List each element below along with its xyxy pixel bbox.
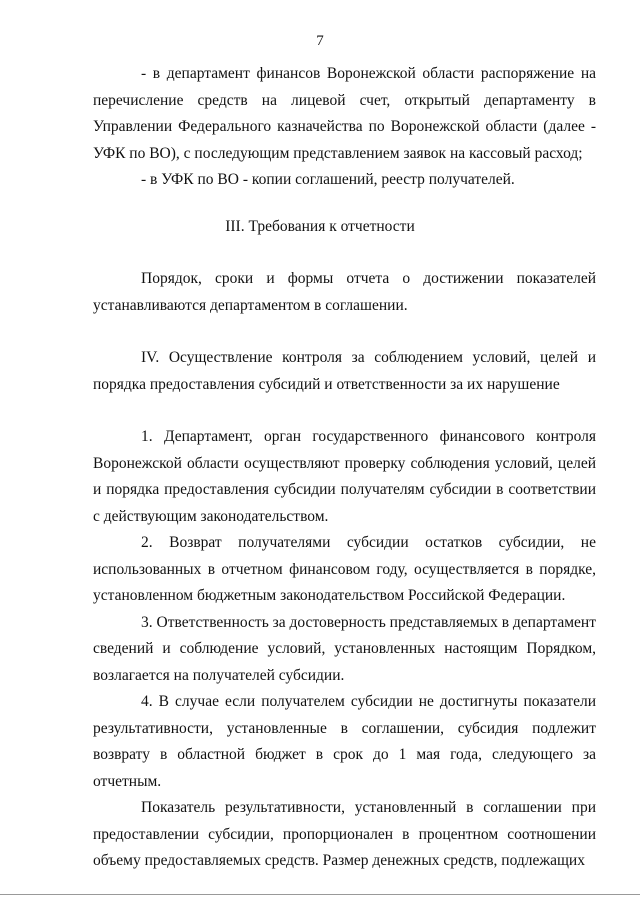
paragraph-ufk: - в УФК по ВО - копии соглашений, реестр получателей. [141, 171, 515, 188]
section-4-item-1: 1. Департамент, орган государственного финансового контроля Воронежской области осуществляют проверку соблюдения условий, целей и порядка предоставления субсидии получателям субсидии в соответствии с действующим законодательством. [93, 428, 596, 525]
section-4-title: IV. Осуществление контроля за соблюдением условий, целей и порядка предоставления субсидий и ответственности за их нарушение [93, 349, 596, 393]
section-4-heading-block [93, 345, 596, 398]
section-4-item-4: 4. В случае если получателем субсидии не достигнуты показатели результативности, установленные в соглашении, субсидия подлежит возврату в областной бюджет в срок до 1 мая года, следующего за отчетным. [93, 693, 596, 790]
section-3-paragraph: Порядок, сроки и формы отчета о достижении показателей устанавливаются департаментом в соглашении. [93, 270, 596, 314]
section-3-title: III. Требования к отчетности [225, 218, 415, 235]
section-4-item-2: 2. Возврат получателями субсидии остатков субсидии, не использованных в отчетном финансовом году, осуществляется в порядке, установленном бюджетным законодательством Российской Федерации. [93, 534, 596, 604]
section-4-body [93, 424, 596, 875]
paragraph-finance-department: - в департамент финансов Воронежской области распоряжение на перечисление средств на лицевой счет, открытый департаменту в Управлении Федерального казначейства по Воронежской области (далее - УФК по ВО), с последующим представлением заявок на кассовый расход; [93, 65, 596, 162]
section-4-item-5: Показатель результативности, установленный в соглашении при предоставлении субсидии, пропорционален в процентном соотношении объему предоставляемых средств. Размер денежных средств, подлежащих [93, 799, 596, 869]
section-3-body [93, 266, 596, 319]
page-number: 7 [316, 33, 324, 49]
top-paragraphs [93, 61, 596, 194]
page-bottom-border [0, 894, 640, 895]
section-4-item-3: 3. Ответственность за достоверность представляемых в департамент сведений и соблюдение условий, установленных настоящим Порядком, возлагается на получателей субсидии. [93, 613, 596, 684]
